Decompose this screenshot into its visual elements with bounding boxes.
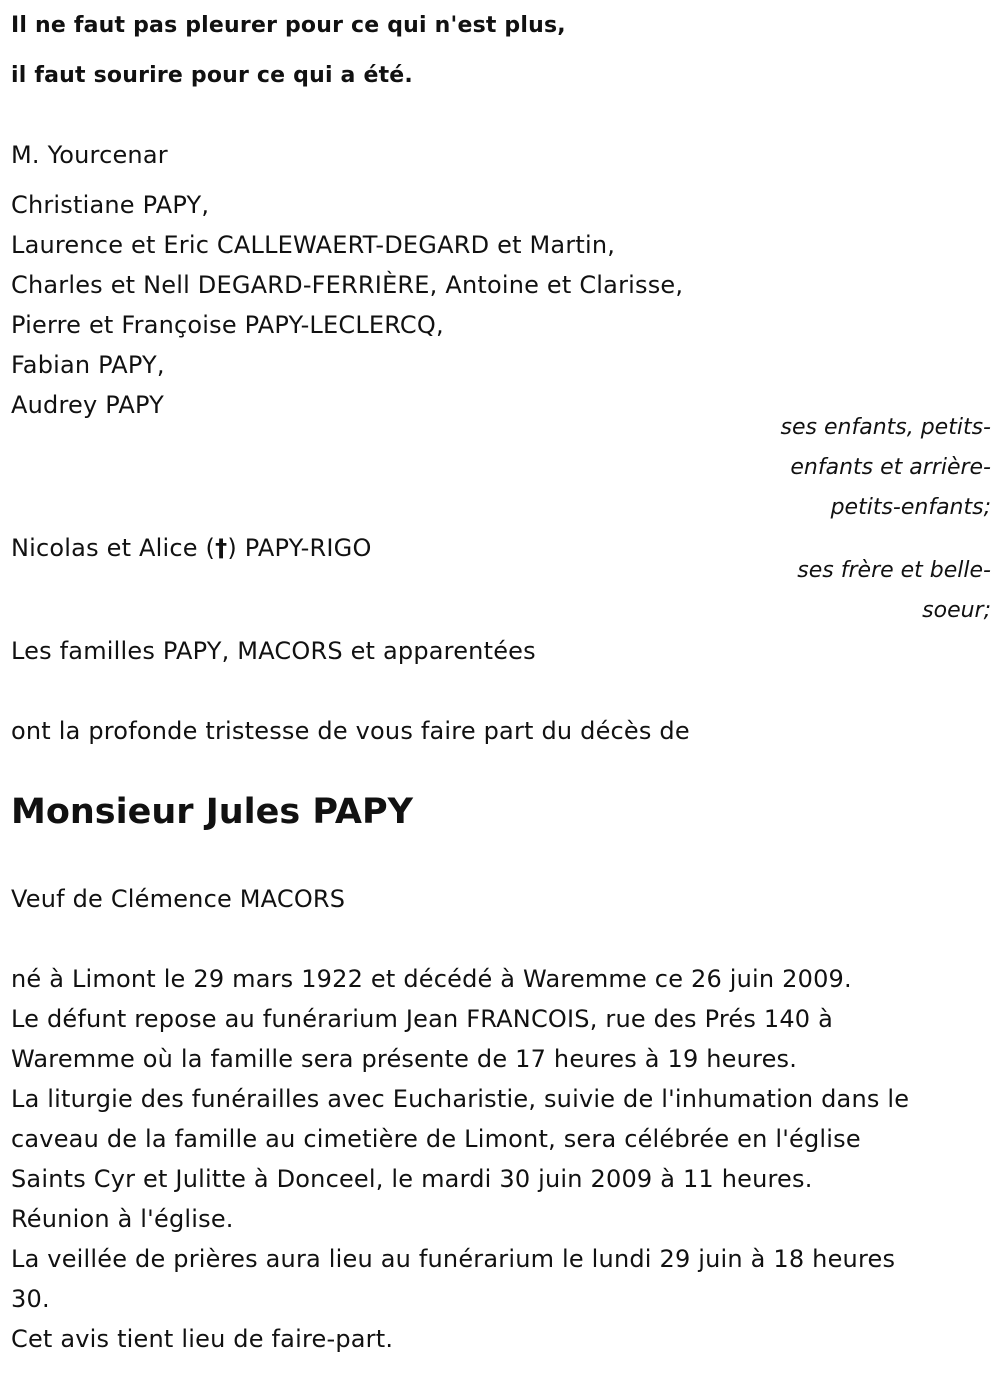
family-member: Laurence et Eric CALLEWAERT-DEGARD et Martin,	[11, 231, 616, 259]
quote-line-1: Il ne faut pas pleurer pour ce qui n'est plus,	[11, 13, 566, 38]
sibling-role-line: ses frère et belle-	[797, 558, 991, 583]
widower-line: Veuf de Clémence MACORS	[11, 885, 346, 913]
family-member: Audrey PAPY	[11, 391, 164, 419]
detail-line: 30.	[11, 1285, 50, 1313]
family-member: Pierre et Françoise PAPY-LECLERCQ,	[11, 311, 444, 339]
detail-line: Cet avis tient lieu de faire-part.	[11, 1325, 394, 1353]
family-member: Christiane PAPY,	[11, 191, 210, 219]
children-role-line: enfants et arrière-	[790, 455, 991, 480]
families-line: Les familles PAPY, MACORS et apparentées	[11, 637, 536, 665]
detail-line: La veillée de prières aura lieu au funérarium le lundi 29 juin à 18 heures	[11, 1245, 896, 1273]
deceased-name: Monsieur Jules PAPY	[11, 792, 413, 832]
detail-line: Saints Cyr et Julitte à Donceel, le mardi 30 juin 2009 à 11 heures.	[11, 1165, 813, 1193]
family-member: Charles et Nell DEGARD-FERRIÈRE, Antoine et Clarisse,	[11, 271, 684, 299]
children-role-line: petits-enfants;	[830, 495, 991, 520]
announcement: ont la profonde tristesse de vous faire part du décès de	[11, 717, 690, 745]
sibling-name-part: Nicolas et Alice (	[11, 534, 216, 562]
detail-line: né à Limont le 29 mars 1922 et décédé à Waremme ce 26 juin 2009.	[11, 965, 852, 993]
quote-author: M. Yourcenar	[11, 141, 168, 169]
detail-line: La liturgie des funérailles avec Eucharistie, suivie de l'inhumation dans le	[11, 1085, 910, 1113]
detail-line: Le défunt repose au funérarium Jean FRANCOIS, rue des Prés 140 à	[11, 1005, 834, 1033]
sibling-name-part: ) PAPY-RIGO	[227, 534, 372, 562]
family-member: Fabian PAPY,	[11, 351, 165, 379]
sibling-line	[11, 528, 372, 568]
children-role-line: ses enfants, petits-	[780, 415, 991, 440]
detail-line: Réunion à l'église.	[11, 1205, 234, 1233]
detail-line: Waremme où la famille sera présente de 17 heures à 19 heures.	[11, 1045, 798, 1073]
sibling-role-line: soeur;	[922, 598, 991, 623]
quote-line-2: il faut sourire pour ce qui a été.	[11, 63, 413, 88]
detail-line: caveau de la famille au cimetière de Limont, sera célébrée en l'église	[11, 1125, 861, 1153]
cross-icon: †	[215, 534, 228, 562]
